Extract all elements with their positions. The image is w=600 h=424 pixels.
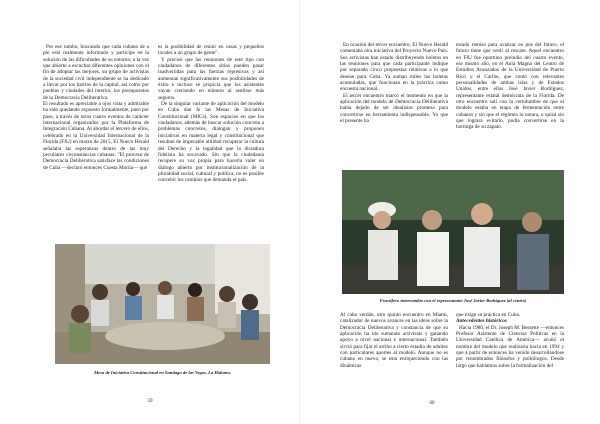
right-page [300,0,600,424]
paragraph: El resultado es apreciable a ojos vista y admirable ha sido quedando expuesto formalmente, paso por paso, a través de otros cuatro eventos de carácter internacional organizados por la Plataforma de Integración Cubana. Al abordar el tercero de ellos, celebrado en la Universidad Internacional de la Florida (FIU) en marzo de 2015, El Nuevo Herald señalaba las esperanzas dentro de las muy peculiares circunstancias cubanas: "El proceso de Democracia Deliberativa satisface las condiciones de Cuba —declaró entonces Cuesta Morúa— que [43,101,149,171]
paragraph: Hacia 1980, el Dr. Joseph M. Bessette —entonces Profesor Asistente de Ciencias Políticas en la Universidad Católica de América— acuñó el nombre del modelo que realizaría hacia en 1994 y que a partir de entonces ha venido desarrollándose por renombrados filósofos y politólogos. Desde largo que habíamos sobre la formalización del [456,324,564,369]
right-column-3 [340,312,448,369]
paragraph: En ocasión del tercer encuentro, El Nuevo Herald comentaba otra iniciativa del Proyecto Nuevo País. Sus activistas han estado distribuyendo boletos en las reuniones para que cada participante indique por separado cinco propuestas relativas a lo que desean para Cuba. Ya suman miles las boletas acumuladas, que funcionan en la práctica como encuesta nacional. [340,42,448,93]
right-column-2 [456,42,564,131]
paragraph: Y precisó que las reuniones de este tipo con ciudadanos de diferentes sitios pueden pasar inadvertidas para las fuerzas represivas y así aumentan significativamente sus posibilidades de éxito e incluso se propicia que los asistentes vayan creciendo en número al sentirse más seguros. [158,56,264,101]
photo-caption: Mesa de Iniciativa Constitucional en Santiago de las Vegas, La Habana. [94,370,231,375]
paragraph: que exige su práctica en Cuba. [456,312,521,318]
paragraph: Al cabo verdán, otro quinto encuentro en Miami, catalizador de nuevos avances en las ideas sobre la Democracia Deliberativa y constancia de que su aplicación ha ido sumando activistas y ganando apoyo a nivel nacional e internacional. También sirvió para fijar el arribo a cierto estadio de adultez con particulares aportes al modelo. Aunque no es cubano en nuevo, se está enriqueciendo con las dinámicas [340,312,448,369]
photo-caption: Fructífero intercambio con el representante José Javier Rodríguez (al centro) [379,298,527,303]
page-number: 59 [147,399,153,404]
right-column-4 [456,312,564,369]
paragraph: El tercer encuentro marcó el momento en que la aplicación del modelo de Democracia Deliberativa había dejado de ser idealistas promesa para convertirse en herramienta indispensable. Yo que el presente ha [340,92,448,125]
exchange-photo-image [342,170,564,294]
exchange-photo [342,170,564,294]
paragraph: estado remiso para avanzar en pos del futuro, el futuro tiene que venir al rescate. Aquel encuentro en FIU fue oportuno preludio del cuarto evento, ese mismo año, en el Aula Magna del Centro de Estudios Avanzados de la Universidad de Puerto Rico y el Caribe, que contó con relevantes personalidades de ambas islas y de Estados Unidos, entre ellas José Javier Rodríguez, representante estatal demócrata de la Florida. De otro encuentro salí con la certidumbre de que el modelo estaba en etapa de fermentación entre cubanos y sin que el régimen lo notara, o quizá sin que lograra evitarlo, podía convertirse en la hormiga de su zapato. [456,42,564,131]
paragraph: De la singular variante de aplicación del modelo en Cuba dan fe las Mesas de Iniciativa Constitucional (MICs). Son espacios en que los ciudadanos, además de buscar solución concreta a problemas concretos, dialogan y proponen iniciativas en materia legal y constitucional que resultan de impecable utilidad recuperar la cultura del Derecho y la legalidad que la dictadura fidelista ha socavado. Sin que la ciudadanía recupere su voz propia para hacerla valer en diálogo abierto por institucionalización de la pluralidad social, cultural y política, no es posible concebir los cambios que demanda el país. [158,101,264,184]
right-column-1 [340,42,448,124]
page-number: 60 [429,401,435,406]
paragraph: es la posibilidad de reunir en casas y pequeños locales a un grupo de gente". [158,44,264,57]
left-column-2 [158,44,264,184]
paragraph: Por ese rumbo, buscando que cada cubano de a pie esté realmente informado y participe en la solución de las dificultades de su entorno, a la vez que abierto a escuchar diferentes opiniones con el fin de adoptar las mejores, un grupo de activistas de la sociedad civil independiente se ha dedicado a llevar por los barrios de la capital, así como por pueblos y ciudades del interior, los presupuestos de la Democracia Deliberativa. [43,44,149,101]
meeting-photo-image [55,244,270,364]
meeting-photo [55,244,270,364]
section-heading: Antecedentes históricos [456,318,507,325]
left-column-1 [43,44,149,171]
